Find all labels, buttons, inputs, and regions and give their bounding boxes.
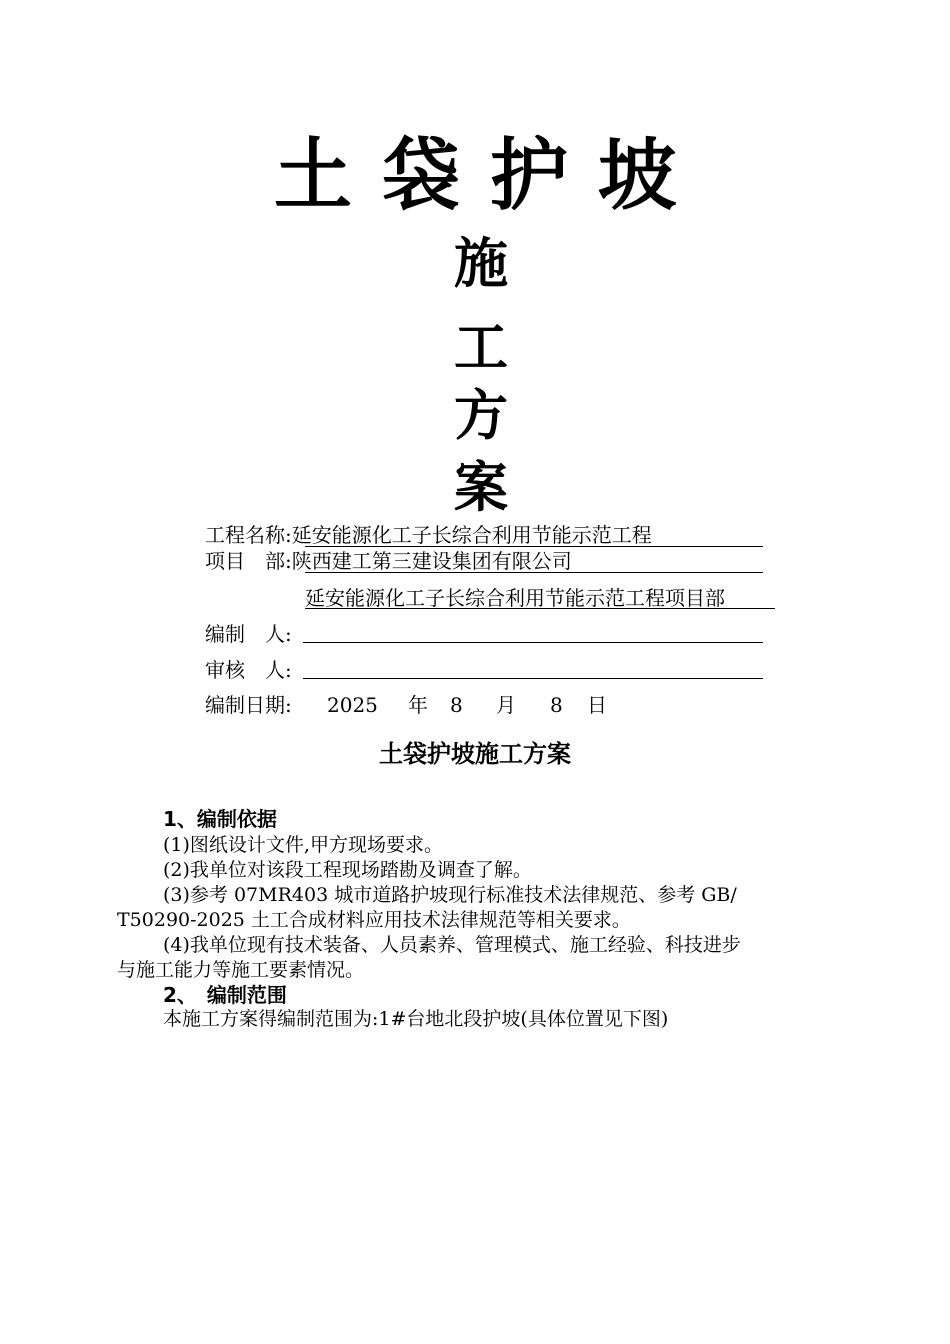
date-month-unit: 月	[496, 693, 516, 717]
cover-title-char-3: 方	[454, 384, 508, 447]
dept-underline-2	[305, 608, 775, 609]
date-year-unit: 年	[408, 693, 428, 717]
date-day-unit: 日	[587, 693, 607, 717]
project-name-value: 延安能源化工子长综合利用节能示范工程	[291, 523, 652, 547]
reviewer-label: 审核 人:	[205, 658, 292, 682]
date-label: 编制日期:	[205, 693, 292, 717]
dept-row	[205, 548, 572, 574]
cover-title: 土袋护坡	[273, 131, 706, 221]
scope-text: 本施工方案得编制范围为:1#台地北段护坡(具体位置见下图)	[163, 1008, 669, 1030]
basis-item-4-line-1: (4)我单位现有技术装备、人员素养、管理模式、施工经验、科技进步	[163, 934, 741, 956]
section1-heading: 1、编制依据	[163, 807, 277, 831]
cover-title-char-4: 案	[454, 456, 508, 519]
project-name-row	[205, 522, 652, 548]
basis-item-2: (2)我单位对该段工程现场踏勘及调查了解。	[163, 859, 532, 881]
dept-value-2: 延安能源化工子长综合利用节能示范工程项目部	[305, 586, 725, 610]
basis-item-3-line-2: T50290-2025 土工合成材料应用技术法律规范等相关要求。	[117, 909, 631, 931]
author-field[interactable]	[303, 642, 763, 643]
dept-value-1: 陕西建工第三建设集团有限公司	[291, 549, 572, 573]
basis-item-1: (1)图纸设计文件,甲方现场要求。	[163, 834, 443, 856]
basis-item-3-line-1: (3)参考 07MR403 城市道路护坡现行标准技术法律规范、参考 GB/	[163, 884, 737, 906]
date-day: 8	[550, 693, 563, 717]
author-label: 编制 人:	[205, 622, 292, 646]
basis-item-4-line-2: 与施工能力等施工要素情况。	[117, 959, 365, 981]
dept-label: 项目 部:	[205, 549, 292, 573]
date-month: 8	[450, 693, 463, 717]
reviewer-field[interactable]	[303, 678, 763, 679]
cover-title-char-2: 工	[454, 316, 508, 379]
document-title: 土袋护坡施工方案	[379, 740, 571, 768]
project-name-label: 工程名称:	[205, 523, 292, 547]
date-year: 2025	[327, 693, 378, 717]
section2-heading: 2、 编制范围	[163, 983, 287, 1007]
project-name-underline	[305, 546, 763, 547]
dept-underline-1	[305, 572, 763, 573]
cover-title-char-1: 施	[454, 232, 508, 295]
